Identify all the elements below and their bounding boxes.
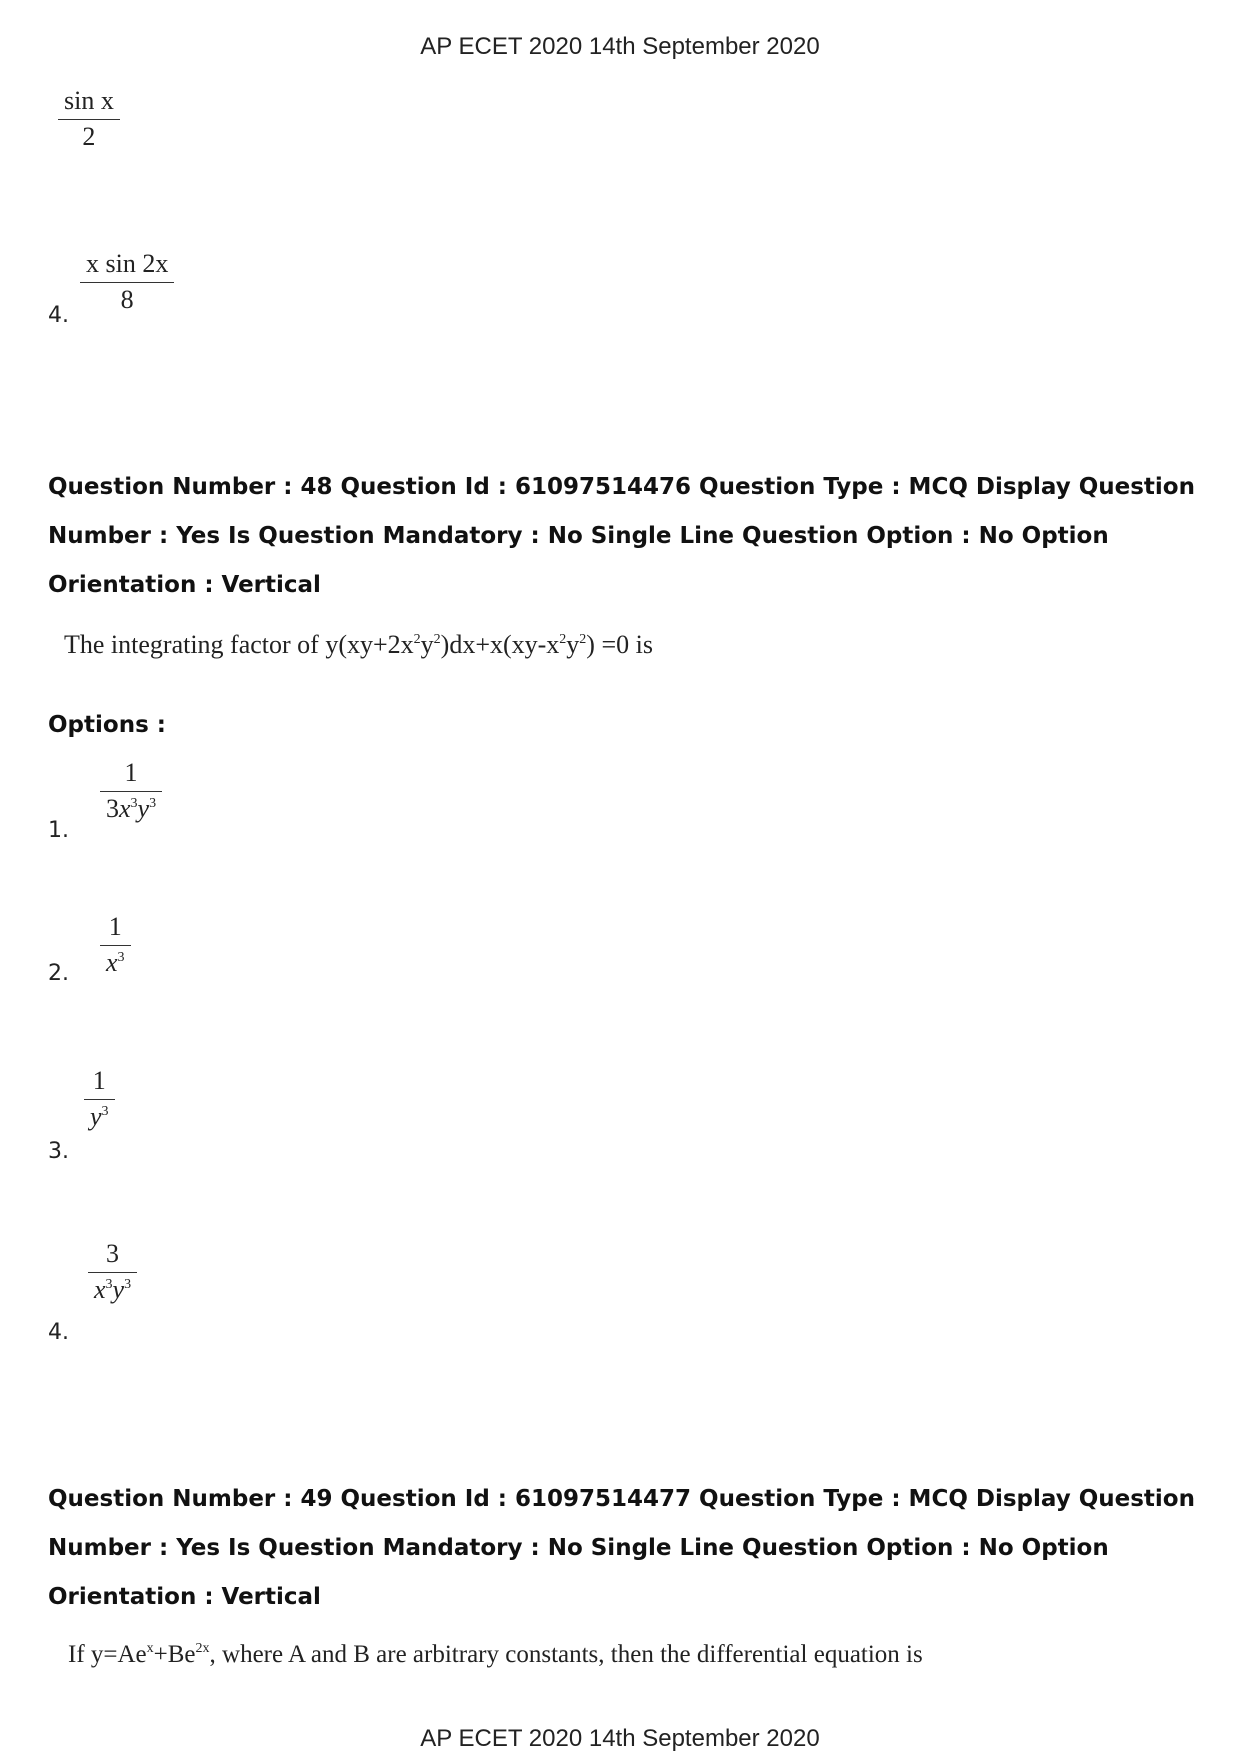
fraction-numerator: 1 — [92, 1066, 106, 1095]
denominator-exponent: 3 — [124, 1276, 132, 1292]
question-text-superscript: 2x — [195, 1641, 210, 1656]
option-4-label: 4. — [48, 1320, 69, 1345]
question-text-part: y — [566, 630, 580, 659]
option-1-label: 1. — [48, 818, 69, 843]
denominator-variable: x — [94, 1274, 106, 1304]
denominator-variable: y — [90, 1101, 102, 1131]
denominator-exponent: 3 — [130, 795, 138, 811]
question-text-part: )dx+x(xy-x — [440, 630, 560, 659]
fraction-numerator: 1 — [124, 758, 138, 787]
denominator-exponent: 3 — [149, 795, 157, 811]
question-48-meta: Question Number : 48 Question Id : 61097514476 Question Type : MCQ Display Question Number : Yes Is Question Mandatory : No Single Line Question Option : No Option Orientation : Vertical — [48, 474, 1195, 598]
question-text-part: y — [420, 630, 434, 659]
denominator-variable: x — [106, 947, 118, 977]
denominator-coefficient: 3 — [106, 793, 119, 823]
option-3-label: 3. — [48, 1139, 69, 1164]
denominator-variable: y — [137, 793, 150, 823]
question-text-part: , where A and B are arbitrary constants, then the differential equation is — [209, 1641, 923, 1668]
option-4-fraction — [88, 1239, 137, 1305]
fraction-denominator — [100, 794, 162, 824]
fraction-numerator: 3 — [106, 1239, 120, 1268]
fraction-bar — [84, 1099, 115, 1100]
option-3-fraction — [84, 1066, 115, 1132]
page-footer: AP ECET 2020 14th September 2020 — [420, 1725, 820, 1752]
question-text-superscript: 2 — [413, 632, 421, 647]
question-text-superscript: 2 — [559, 632, 567, 647]
question-48-text — [64, 630, 653, 660]
fraction-bar — [88, 1272, 137, 1273]
fraction-denominator — [100, 948, 131, 978]
question-text-part: The integrating factor of y(xy+2x — [64, 630, 414, 659]
fraction-bar — [58, 119, 120, 120]
question-text-part: +Be — [153, 1641, 196, 1668]
fraction-bar — [100, 945, 131, 946]
fraction-numerator: sin x — [64, 86, 114, 115]
prev-option-4-fraction — [80, 249, 174, 315]
question-text-superscript: 2 — [579, 632, 587, 647]
fraction-denominator: 2 — [82, 121, 96, 151]
fraction-numerator: x sin 2x — [86, 249, 169, 278]
question-text-part: If y=Ae — [68, 1641, 147, 1668]
denominator-variable: y — [112, 1274, 125, 1304]
question-text-superscript: 2 — [433, 632, 441, 647]
fraction-denominator — [88, 1275, 137, 1305]
fraction-denominator — [84, 1102, 115, 1132]
fraction-bar — [100, 791, 162, 792]
fraction-numerator: 1 — [108, 912, 122, 941]
question-49-meta: Question Number : 49 Question Id : 61097514477 Question Type : MCQ Display Question Number : Yes Is Question Mandatory : No Single Line Question Option : No Option Orientation : Vertical — [48, 1486, 1195, 1610]
prev-option-3-fraction — [58, 86, 120, 152]
denominator-exponent: 3 — [117, 949, 125, 965]
option-2-label: 2. — [48, 961, 69, 986]
question-text-part: ) =0 is — [586, 630, 653, 659]
question-text-superscript: x — [146, 1641, 154, 1656]
denominator-exponent: 3 — [101, 1103, 109, 1119]
question-49-text — [68, 1641, 923, 1669]
fraction-bar — [80, 282, 174, 283]
page-header: AP ECET 2020 14th September 2020 — [420, 33, 820, 60]
option-2-fraction — [100, 912, 131, 978]
options-label: Options : — [48, 712, 166, 738]
option-1-fraction — [100, 758, 162, 824]
denominator-variable: x — [119, 793, 131, 823]
fraction-denominator: 8 — [120, 284, 134, 314]
denominator-exponent: 3 — [105, 1276, 113, 1292]
prev-option-4-label: 4. — [48, 303, 69, 328]
